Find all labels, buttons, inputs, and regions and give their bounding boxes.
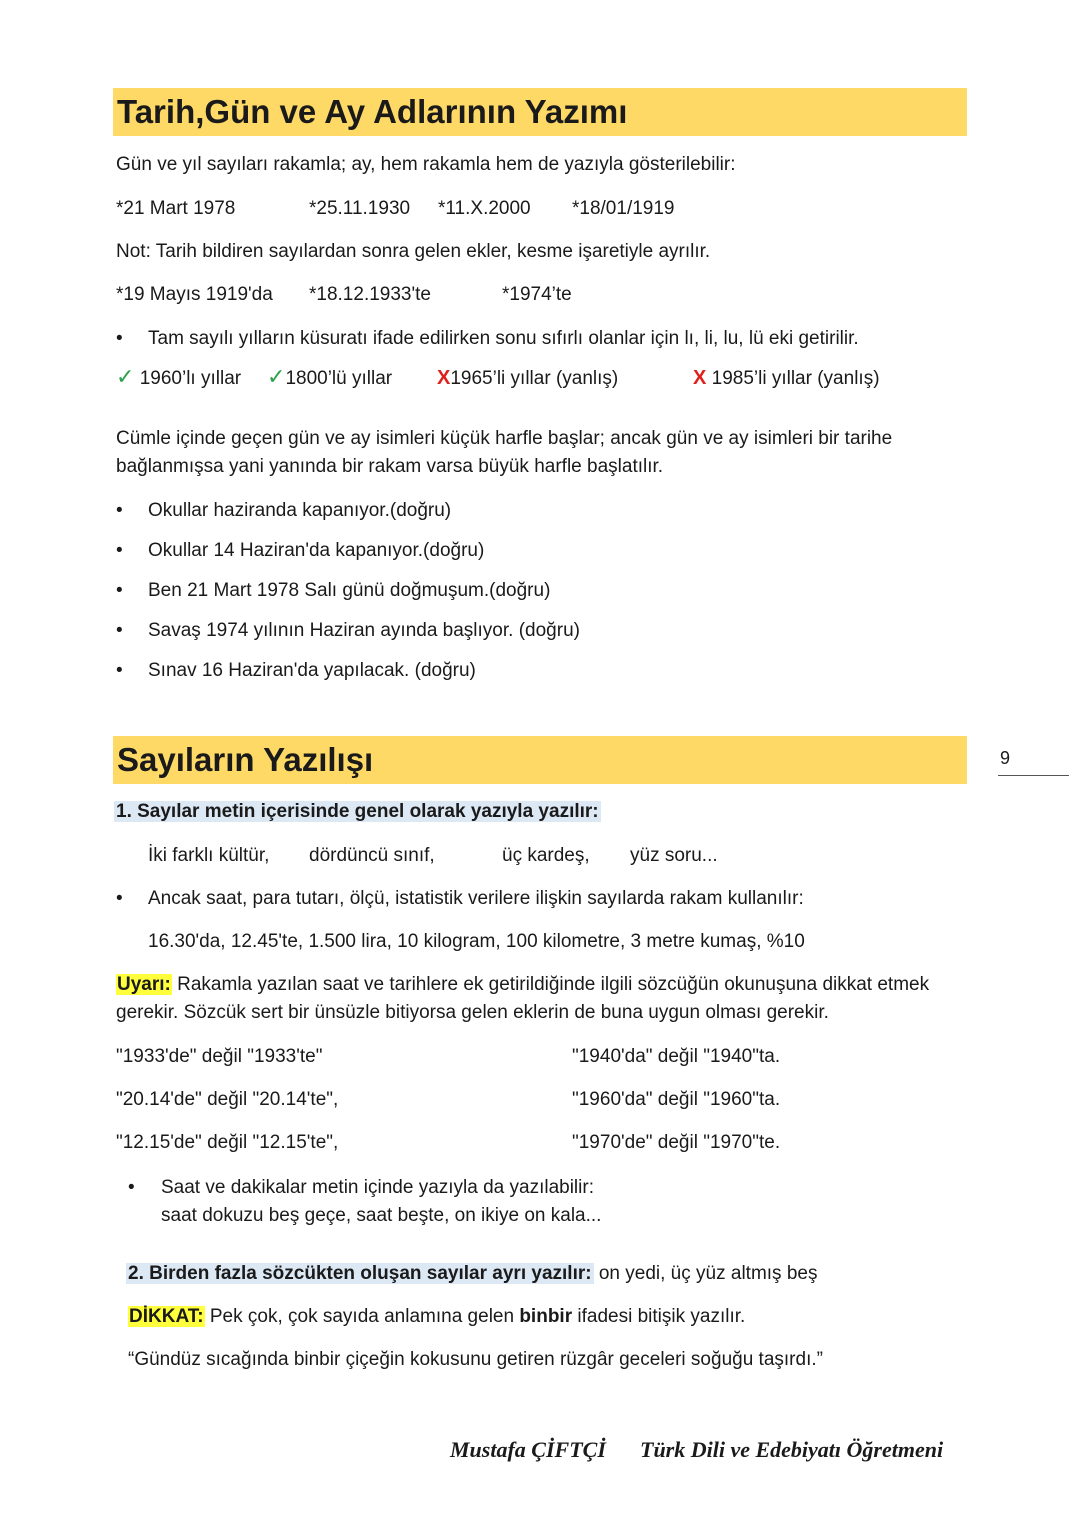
dikkat-pre: Pek çok, çok sayıda anlamına gelen bbox=[204, 1306, 520, 1327]
list-item: Okullar 14 Haziran'da kapanıyor.(doğru) bbox=[148, 540, 485, 561]
correct-example: 1800’lü yıllar bbox=[285, 368, 393, 389]
section-heading-dates bbox=[113, 88, 967, 136]
wrong-example-row bbox=[437, 365, 618, 392]
rule2-line bbox=[126, 1261, 817, 1287]
dikkat-post: ifadesi bitişik yazılır. bbox=[572, 1306, 746, 1327]
bullet-dot: • bbox=[116, 540, 123, 561]
list-item: Okullar haziranda kapanıyor.(doğru) bbox=[148, 500, 452, 521]
section-heading-numbers bbox=[113, 736, 967, 784]
date-example: *21 Mart 1978 bbox=[116, 198, 236, 219]
rule1-text: 1. Sayılar metin içerisinde genel olarak yazıyla yazılır: bbox=[116, 801, 599, 822]
pair-right: "1940'da" değil "1940"ta. bbox=[572, 1046, 781, 1067]
bullet-years-text: Tam sayılı yılların küsuratı ifade edilirken sonu sıfırlı olanlar için lı, li, lu, lü eki getirilir. bbox=[148, 328, 859, 349]
bullet-dot: • bbox=[116, 328, 123, 349]
warning-label: Uyarı: bbox=[117, 974, 171, 995]
suffix-example: *19 Mayıs 1919'da bbox=[116, 284, 273, 305]
clock-line: Saat ve dakikalar metin içinde yazıyla da yazılabilir: bbox=[161, 1177, 594, 1198]
suffix-example: *18.12.1933'te bbox=[309, 284, 431, 305]
rule1-example: yüz soru... bbox=[630, 845, 718, 866]
suffix-example: *1974’te bbox=[502, 284, 572, 305]
pair-left: "1933'de" değil "1933'te" bbox=[116, 1046, 323, 1067]
warning-line: gerekir. Sözcük sert bir ünsüzle bitiyorsa gelen eklerin de buna uygun olması gerekir. bbox=[116, 1002, 829, 1023]
date-example: *11.X.2000 bbox=[438, 198, 531, 219]
quote-text: “Gündüz sıcağında binbir çiçeğin kokusunu getiren rüzgâr geceleri soğuğu taşırdı.” bbox=[128, 1349, 823, 1370]
pair-left: "12.15'de" değil "12.15'te", bbox=[116, 1132, 339, 1153]
rule1-example: İki farklı kültür, bbox=[148, 845, 270, 866]
rule1-example: dördüncü sınıf, bbox=[309, 845, 435, 866]
pair-left: "20.14'de" değil "20.14'te", bbox=[116, 1089, 339, 1110]
footer-role: Türk Dili ve Edebiyatı Öğretmeni bbox=[640, 1437, 944, 1462]
check-icon: ✓ bbox=[116, 364, 135, 389]
cross-icon: X bbox=[437, 367, 451, 389]
page-number-rule bbox=[998, 775, 1069, 776]
bullet-dot: • bbox=[116, 888, 123, 909]
correct-example-row bbox=[267, 364, 392, 392]
date-example: *18/01/1919 bbox=[572, 198, 675, 219]
bullet-dot: • bbox=[116, 660, 123, 681]
dikkat-line bbox=[128, 1304, 745, 1330]
warning-line bbox=[116, 972, 929, 998]
check-icon: ✓ bbox=[267, 364, 286, 389]
list-item: Sınav 16 Haziran'da yapılacak. (doğru) bbox=[148, 660, 476, 681]
pair-right: "1970'de" değil "1970"te. bbox=[572, 1132, 781, 1153]
dikkat-label: DİKKAT: bbox=[129, 1306, 204, 1327]
bullet-dot: • bbox=[116, 620, 123, 641]
rule1-example: üç kardeş, bbox=[502, 845, 590, 866]
rule2-text: 2. Birden fazla sözcükten oluşan sayılar ayrı yazılır: bbox=[128, 1263, 592, 1284]
section-title: Sayıların Yazılışı bbox=[117, 741, 374, 778]
correct-example-row bbox=[116, 364, 241, 392]
rule2-tail: on yedi, üç yüz altmış beş bbox=[593, 1263, 818, 1284]
cross-icon: X bbox=[693, 367, 707, 389]
pair-right: "1960'da" değil "1960"ta. bbox=[572, 1089, 781, 1110]
footer-author: Mustafa ÇİFTÇİ bbox=[450, 1437, 606, 1462]
list-item: Ben 21 Mart 1978 Salı günü doğmuşum.(doğru) bbox=[148, 580, 551, 601]
bullet-dot: • bbox=[116, 580, 123, 601]
date-example: *25.11.1930 bbox=[309, 198, 411, 219]
note-text: Not: Tarih bildiren sayılardan sonra gelen ekler, kesme işaretiyle ayrılır. bbox=[116, 241, 711, 262]
warning-text: Rakamla yazılan saat ve tarihlere ek getirildiğinde ilgili sözcüğün okunuşuna dikkat etmek bbox=[171, 974, 930, 995]
intro-text: Gün ve yıl sayıları rakamla; ay, hem rakamla hem de yazıyla gösterilebilir: bbox=[116, 154, 736, 175]
list-item: Savaş 1974 yılının Haziran ayında başlıyor. (doğru) bbox=[148, 620, 580, 641]
case-rule-line: bağlanmışsa yani yanında bir rakam varsa büyük harfle başlatılır. bbox=[116, 456, 664, 477]
digit-examples: 16.30'da, 12.45'te, 1.500 lira, 10 kilogram, 100 kilometre, 3 metre kumaş, %10 bbox=[148, 931, 805, 952]
correct-example: 1960’lı yıllar bbox=[139, 368, 242, 389]
clock-line: saat dokuzu beş geçe, saat beşte, on ikiye on kala... bbox=[161, 1205, 602, 1226]
wrong-example-row bbox=[693, 365, 880, 392]
section-title: Tarih,Gün ve Ay Adlarının Yazımı bbox=[117, 93, 628, 130]
dikkat-bold: binbir bbox=[519, 1306, 573, 1327]
page-number: 9 bbox=[1000, 748, 1011, 768]
rule1-heading bbox=[114, 799, 601, 825]
case-rule-line: Cümle içinde geçen gün ve ay isimleri küçük harfle başlar; ancak gün ve ay isimleri bir tarihe bbox=[116, 428, 893, 449]
wrong-example: 1985’li yıllar (yanlış) bbox=[711, 368, 880, 389]
wrong-example: 1965’li yıllar (yanlış) bbox=[450, 368, 619, 389]
bullet-digits-text: Ancak saat, para tutarı, ölçü, istatistik verilere ilişkin sayılarda rakam kullanılır: bbox=[148, 888, 804, 909]
bullet-dot: • bbox=[128, 1177, 135, 1198]
bullet-dot: • bbox=[116, 500, 123, 521]
